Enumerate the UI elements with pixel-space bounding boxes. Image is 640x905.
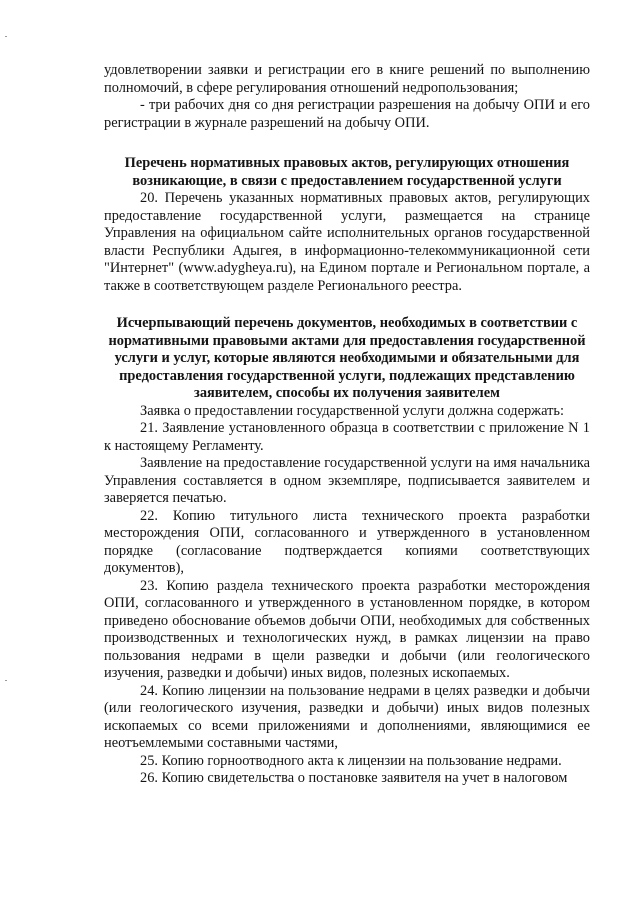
paragraph-deadline: - три рабочих дня со дня регистрации разрешения на добычу ОПИ и его регистрации в журнале разрешений на добычу ОПИ. bbox=[104, 97, 590, 131]
spacer bbox=[104, 295, 590, 315]
paragraph-23: 23. Копию раздела технического проекта разработки месторождения ОПИ, согласованного и утвержденного в установленном порядке, в котором приведено обоснование объемов добычи ОПИ, необходимых для собственных производственных и технологических нужд, в рамках лицензии на право пользования недрами в щели разведки и добычи (или геологического изучения, разведки и добычи) иных видов, полезных ископаемых. bbox=[104, 577, 590, 681]
paragraph-intro: Заявка о предоставлении государственной услуги должна содержать: bbox=[140, 402, 564, 419]
scan-edge-mark bbox=[5, 680, 7, 681]
paragraph-25: 25. Копию горноотводного акта к лицензии на пользование недрами. bbox=[140, 752, 562, 769]
paragraph-21-note: Заявление на предоставление государственной услуги на имя начальника Управления составляется в одном экземпляре, подписывается заявителем и заверяется печатью. bbox=[104, 455, 590, 506]
spacer bbox=[104, 132, 590, 155]
paragraph-22: 22. Копию титульного листа технического проекта разработки месторождения ОПИ, согласованного и утвержденного в установленном порядке (согласование подтверждается копиями соответствующих документов), bbox=[104, 507, 590, 576]
document-body bbox=[104, 62, 590, 788]
paragraph-24: 24. Копию лицензии на пользование недрами в целях разведки и добычи (или геологического изучения, разведки и добычи) иных видов полезных ископаемых со всеми приложениями и дополнениями, являющимися ее неотъемлемыми составными частями, bbox=[104, 682, 590, 751]
section-heading-documents: Исчерпывающий перечень документов, необходимых в соответствии с нормативными правовыми актами для предоставления государственной услуги и услуг, которые являются необходимыми и обязательными для предоставления государственной услуги, подлежащих представлению заявителем, способы их получения заявителем bbox=[108, 315, 586, 401]
paragraph-21: 21. Заявление установленного образца в соответствии с приложение N 1 к настоящему Регламенту. bbox=[104, 420, 590, 454]
section-heading-legal-acts: Перечень нормативных правовых актов, регулирующих отношения возникающие, в связи с предоставлением государственной услуги bbox=[124, 155, 570, 189]
paragraph-continuation: удовлетворении заявки и регистрации его в книге решений по выполнению полномочий, в сфере регулирования отношений недропользования; bbox=[104, 62, 590, 96]
paragraph-26: 26. Копию свидетельства о постановке заявителя на учет в налоговом bbox=[140, 770, 568, 786]
scan-edge-mark bbox=[5, 36, 7, 37]
paragraph-20: 20. Перечень указанных нормативных правовых актов, регулирующих предоставление государственной услуги, размещается на странице Управления на официальном сайте исполнительных органов государственной власти Республики Адыгея, в информационно-телекоммуникационной сети "Интернет" (www.adygheya.ru), на Едином портале и Региональном портале, а также в соответствующем разделе Регионального реестра. bbox=[104, 190, 590, 294]
